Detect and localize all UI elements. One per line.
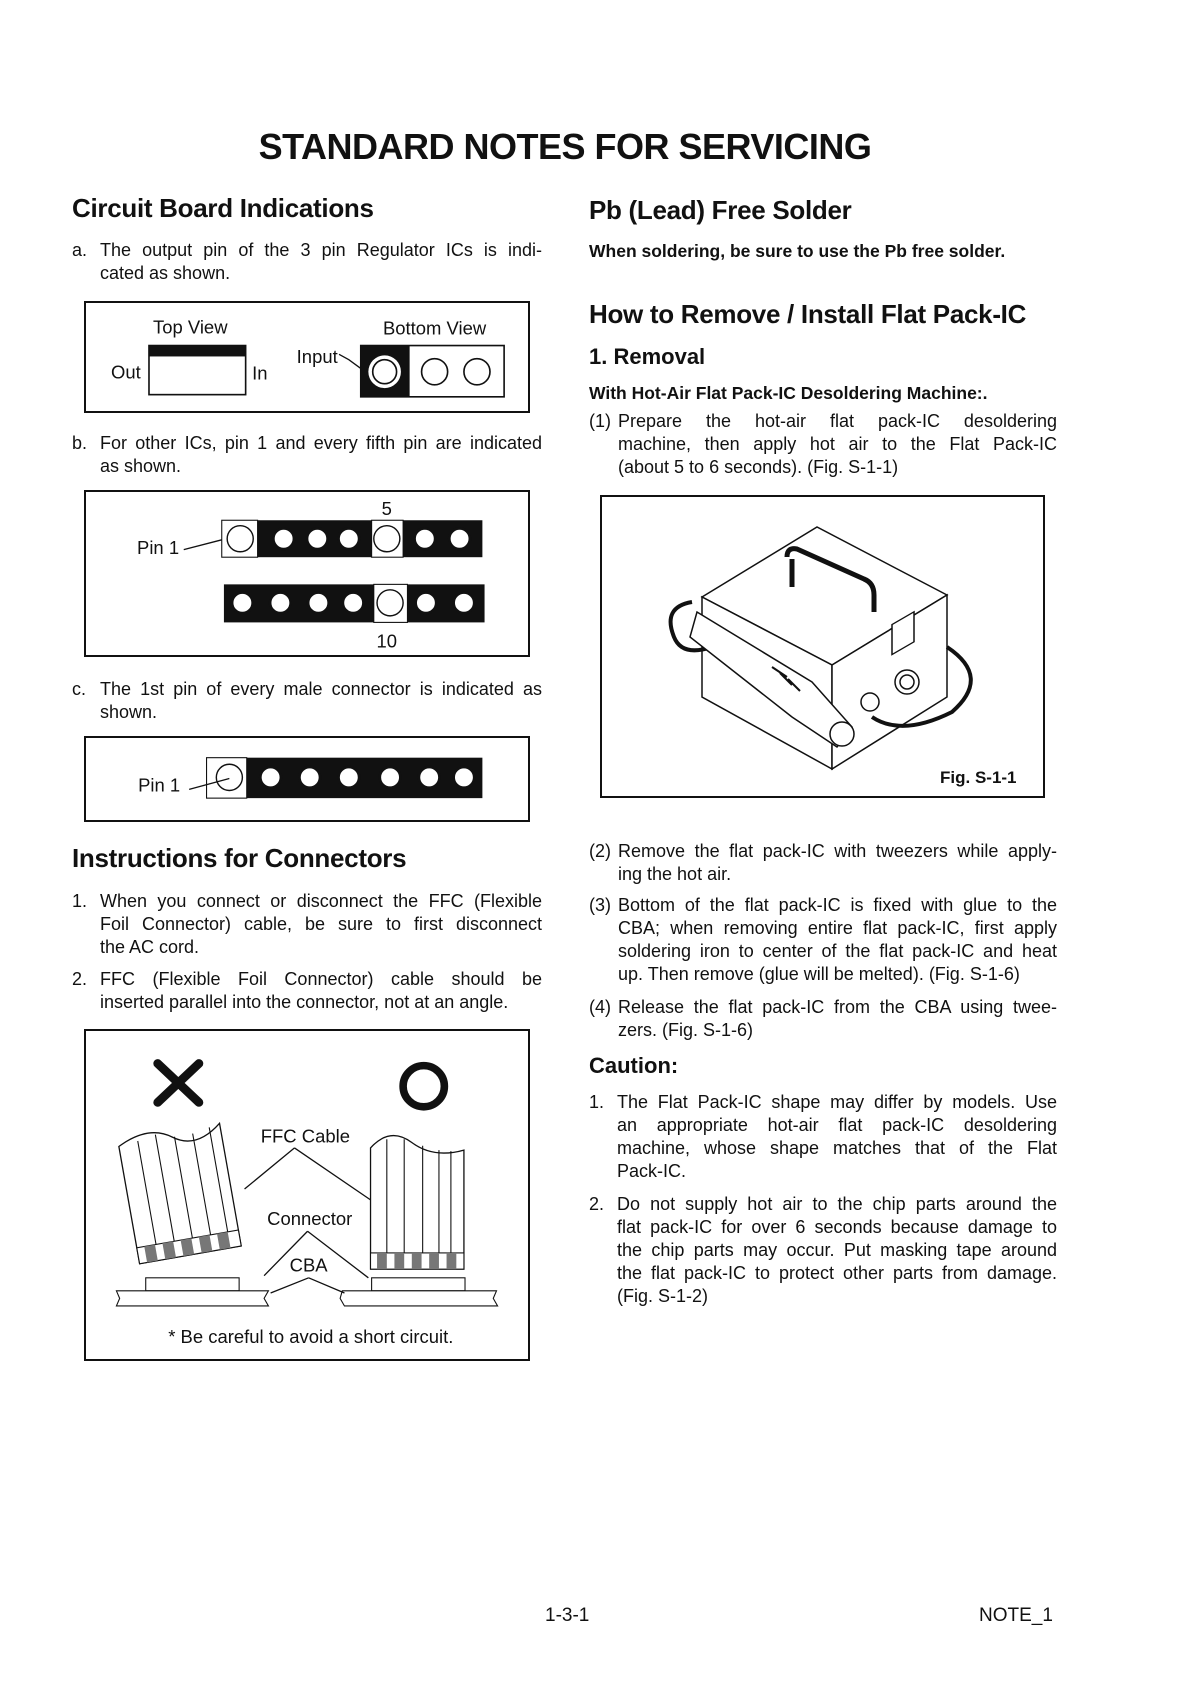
pin-row (224, 584, 485, 622)
pin-circle (374, 526, 400, 552)
wrong-x-icon (158, 1063, 199, 1102)
list-marker: 2. (589, 1194, 605, 1214)
caution-1 (589, 1091, 1057, 1183)
list-marker: (3) (589, 895, 611, 915)
desoldering-machine-drawing (671, 527, 971, 769)
ffc-cable-tilted (117, 1121, 241, 1264)
pin-1-label: Pin 1 (137, 536, 180, 558)
pin-circle (232, 593, 253, 614)
heading-circuit-board-indications: Circuit Board Indications (72, 193, 374, 223)
text-line: up. Then remove (glue will be melted). (Fig. S-1-6) (618, 964, 1020, 984)
pin-circle (380, 767, 401, 788)
short-circuit-caption: * Be careful to avoid a short circuit. (168, 1325, 454, 1347)
input-label: Input (296, 345, 338, 368)
removal-step-1 (589, 410, 1057, 479)
pin-circle (338, 528, 359, 549)
caution-2 (589, 1193, 1057, 1308)
text-line: FFC (Flexible Foil Connector) cable should be (100, 969, 542, 989)
text-line: the flat pack-IC to protect other parts from damage. (617, 1263, 1057, 1283)
text-line: Pack-IC. (617, 1161, 687, 1181)
pin-10-label: 10 (376, 630, 398, 652)
list-marker: (1) (589, 411, 611, 431)
heading-instructions-connectors: Instructions for Connectors (72, 843, 407, 873)
page-number: 1-3-1 (545, 1605, 590, 1626)
pin-circle (419, 767, 440, 788)
cba-board-left (116, 1291, 268, 1306)
text-line: cated as shown. (100, 263, 231, 283)
paragraph-b (72, 432, 542, 478)
removal-step-4 (589, 996, 1057, 1042)
connector-instruction-1 (72, 890, 542, 959)
ffc-cable-label: FFC Cable (260, 1125, 350, 1147)
text-line: the AC cord. (100, 937, 200, 957)
list-marker: (2) (589, 841, 611, 861)
text-line: Bottom of the flat pack-IC is fixed with glue to the (618, 895, 1057, 915)
paragraph-c (72, 678, 542, 724)
pin-circle (216, 764, 242, 790)
figure-ffc-cable (84, 1029, 530, 1361)
note-id: NOTE_1 (979, 1605, 1053, 1626)
text-line: an appropriate hot-air flat pack-IC desoldering (617, 1115, 1057, 1135)
pin-row (222, 520, 483, 557)
heading-pb-free-solder: Pb (Lead) Free Solder (589, 195, 852, 225)
pin-circle (449, 528, 470, 549)
pin-circle (308, 593, 329, 614)
heading-flat-pack-ic: How to Remove / Install Flat Pack-IC (589, 299, 1027, 329)
removal-step-2 (589, 840, 1057, 886)
text-line: as shown. (100, 456, 182, 476)
list-marker: (4) (589, 997, 611, 1017)
figure-ic-pin-indication (84, 490, 530, 657)
text-line: (about 5 to 6 seconds). (Fig. S-1-1) (618, 457, 899, 477)
subheading-hot-air-machine: With Hot-Air Flat Pack-IC Desoldering Machine:. (589, 383, 988, 403)
cba-label: CBA (289, 1254, 328, 1276)
pb-free-solder-note: When soldering, be sure to use the Pb free solder. (589, 241, 1006, 261)
bottom-view-label: Bottom View (382, 317, 487, 339)
heading-removal: 1. Removal (589, 344, 706, 369)
pin-circle (454, 593, 475, 614)
heading-caution: Caution: (589, 1053, 679, 1078)
text-line: zers. (Fig. S-1-6) (618, 1020, 754, 1040)
pin-circle (377, 590, 403, 616)
pin-circle (307, 528, 328, 549)
ffc-cable-straight (371, 1136, 464, 1270)
pin-circle (338, 767, 359, 788)
list-marker: a. (72, 240, 88, 260)
pin-circle (260, 767, 281, 788)
removal-step-3 (589, 894, 1057, 986)
pin-circle (227, 526, 253, 552)
list-marker: 1. (589, 1092, 605, 1112)
figure-s-1-1-desoldering-machine (600, 495, 1045, 798)
connector-instruction-2 (72, 968, 542, 1014)
text-line: (Fig. S-1-2) (617, 1286, 709, 1306)
text-line: inserted parallel into the connector, not at an angle. (100, 992, 509, 1012)
list-marker: 2. (72, 969, 88, 989)
pin-circle (454, 767, 475, 788)
text-line: ing the hot air. (618, 864, 732, 884)
pin-circle (415, 528, 436, 549)
connector-label: Connector (267, 1207, 353, 1229)
text-line: The output pin of the 3 pin Regulator ICs is indi- (100, 240, 542, 260)
text-line: Foil Connector) cable, be sure to first disconnect (100, 914, 542, 934)
top-view-label: Top View (152, 316, 228, 338)
pin-circle (416, 593, 437, 614)
paragraph-a (72, 239, 542, 285)
pin-1-label: Pin 1 (138, 774, 181, 796)
text-line: the chip parts may occur. Put masking tape around (617, 1240, 1057, 1260)
connector-left (146, 1278, 239, 1291)
pin-5-label: 5 (381, 497, 392, 519)
list-marker: 1. (72, 891, 88, 911)
list-marker: c. (72, 679, 87, 699)
text-line: When you connect or disconnect the FFC (Flexible (100, 891, 542, 911)
figure-male-connector (84, 736, 530, 822)
pin-circle (270, 593, 291, 614)
correct-o-icon (403, 1066, 444, 1107)
fig-s-1-1-label: Fig. S-1-1 (940, 768, 1017, 787)
connector-right (372, 1278, 465, 1291)
pin-row (207, 758, 483, 798)
list-marker: b. (72, 433, 88, 453)
pin-circle (299, 767, 320, 788)
text-line: Release the flat pack-IC from the CBA using twee- (618, 997, 1057, 1017)
cba-board-right (340, 1291, 497, 1306)
text-line: CBA; when removing entire flat pack-IC, first apply (618, 918, 1057, 938)
text-line: Prepare the hot-air flat pack-IC desoldering (618, 411, 1057, 431)
in-label: In (252, 362, 268, 384)
page-title: STANDARD NOTES FOR SERVICING (258, 126, 872, 167)
text-line: The Flat Pack-IC shape may differ by models. Use (617, 1092, 1057, 1112)
text-line: Remove the flat pack-IC with tweezers while apply- (618, 841, 1057, 861)
text-line: machine, whose shape matches that of the Flat (617, 1138, 1057, 1158)
text-line: The 1st pin of every male connector is indicated as (100, 679, 542, 699)
text-line: shown. (100, 702, 158, 722)
out-label: Out (110, 361, 141, 383)
pin-circle (343, 593, 364, 614)
text-line: flat pack-IC for over 6 seconds because damage to (617, 1217, 1057, 1237)
text-line: machine, then apply hot air to the Flat Pack-IC (618, 434, 1057, 454)
text-line: For other ICs, pin 1 and every fifth pin are indicated (100, 433, 542, 453)
pin-circle (273, 528, 294, 549)
figure-regulator-ic (84, 301, 530, 413)
text-line: Do not supply hot air to the chip parts around the (617, 1194, 1057, 1214)
text-line: soldering iron to center of the flat pack-IC and heat (618, 941, 1057, 961)
